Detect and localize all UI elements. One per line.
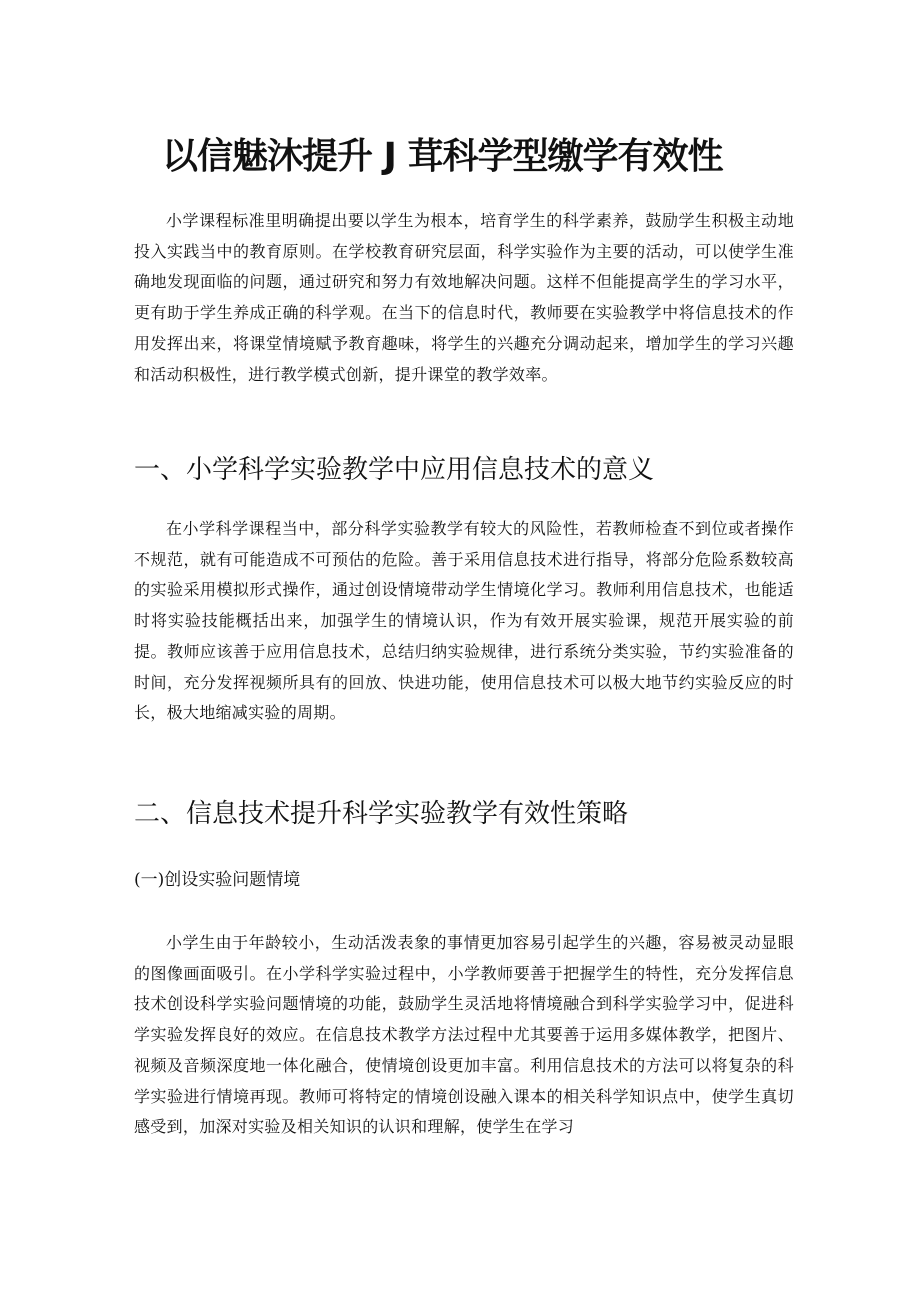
intro-paragraph: 小学课程标准里明确提出要以学生为根本，培育学生的科学素养，鼓励学生积极主动地投入实践当中的教育原则。在学校教育研究层面，科学实验作为主要的活动，可以使学生准确地发现面临的问题，通过研究和努力有效地解决问题。这样不但能提高学生的学习水平，更有助于学生养成正确的科学观。在当下的信息时代，教师要在实验教学中将信息技术的作用发挥出来，将课堂情境赋予教育趣味，将学生的兴趣充分调动起来，增加学生的学习兴趣和活动积极性，进行教学模式创新，提升课堂的教学效率。 bbox=[134, 211, 794, 384]
subsection-1-paragraph: 小学生由于年龄较小，生动活泼表象的事情更加容易引起学生的兴趣，容易被灵动显眼的图像画面吸引。在小学科学实验过程中，小学教师要善于把握学生的特性，充分发挥信息技术创设科学实验问题情境的功能，鼓励学生灵活地将情境融合到科学实验学习中，促进科学实验发挥良好的效应。在信息技术教学方法过程中尤其要善于运用多媒体教学，把图片、视频及音频深度地一体化融合，使情境创设更加丰富。利用信息技术的方法可以将复杂的科学实验进行情境再现。教师可将特定的情境创设融入课本的相关科学知识点中，使学生真切感受到，加深对实验及相关知识的认识和理解，使学生在学习 bbox=[134, 933, 794, 1137]
section-1-heading: 一、小学科学实验教学中应用信息技术的意义 bbox=[134, 455, 655, 485]
section-1-paragraph: 在小学科学课程当中，部分科学实验教学有较大的风险性，若教师检查不到位或者操作不规范，就有可能造成不可预估的危险。善于采用信息技术进行指导，将部分危险系数较高的实验采用模拟形式操作，通过创设情境带动学生情境化学习。教师利用信息技术，也能适时将实验技能概括出来，加强学生的情境认识，作为有效开展实验课，规范开展实验的前提。教师应该善于应用信息技术，总结归纳实验规律，进行系统分类实验，节约实验准备的时间，充分发挥视频所具有的回放、快进功能，使用信息技术可以极大地节约实验反应的时长，极大地缩减实验的周期。 bbox=[134, 519, 794, 723]
document-title: 以信魅沐提升 J 茸科学型缴学有效性 bbox=[162, 136, 723, 177]
section-2-heading: 二、信息技术提升科学实验教学有效性策略 bbox=[134, 799, 629, 829]
subsection-1-heading: (一)创设实验问题情境 bbox=[134, 870, 301, 890]
